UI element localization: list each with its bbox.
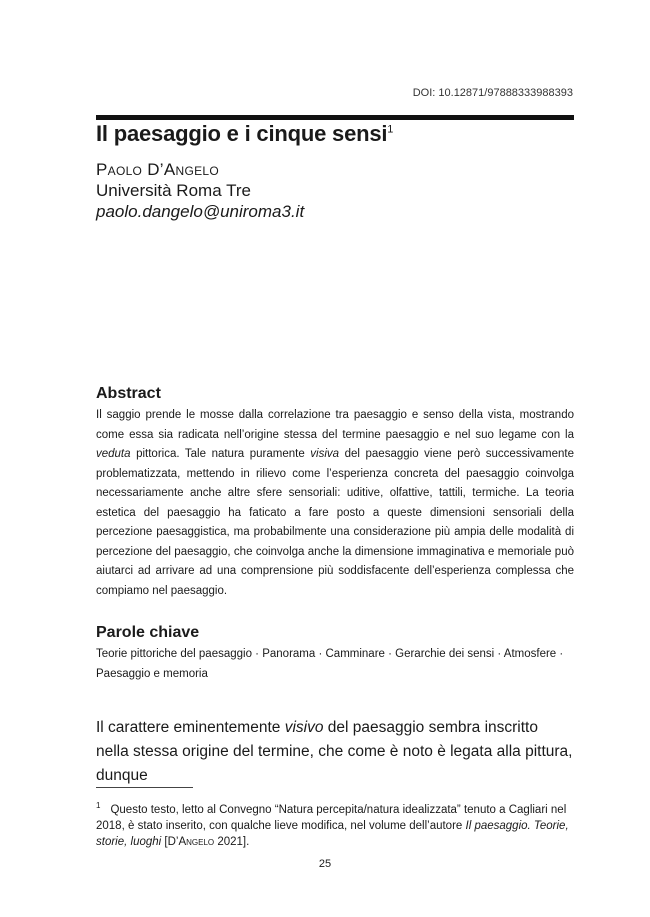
doi-label: DOI: 10.12871/97888333988393 — [412, 87, 573, 99]
page-number: 25 — [318, 858, 332, 870]
title-rule — [96, 115, 574, 120]
footnote-rule — [96, 787, 193, 788]
footnote: $^1$ Questo testo, letto al Convegno “Natura percepita/natura idealizzata” tenuto a Cagliari nel 2018, è stato inserito, con qualche lieve modifica, nel volume dell’autore Il paesaggio. Teorie, storie, luoghi [D’Angelo 2021]. — [96, 801, 569, 848]
keywords-text: Teorie pittoriche del paesaggio · Panorama · Camminare · Gerarchie dei sensi · Atmosfere · Paesaggio e memoria — [96, 648, 564, 680]
title-footnote-mark[interactable]: 1 — [387, 123, 394, 136]
author-block — [96, 159, 304, 222]
keywords-heading: Parole chiave — [96, 624, 200, 641]
abstract-heading: Abstract — [96, 385, 161, 402]
abstract-text: Il saggio prende le mosse dalla correlazione tra paesaggio e senso della vista, mostrando come essa sia radicata nell’origine stessa del termine paesaggio e nel suo legame con la veduta pittorica. Tale natura puramente visiva del paesaggio viene però successivamente problematizzata, mettendo in rilievo come l’esperienza concreta del paesaggio coinvolga necessariamente anche altre sfere sensoriali: uditive, olfattive, tattili, termiche. La teoria estetica del paesaggio ha faticato a fare posto a queste dimensioni sensoriali della percezione paesaggistica, ma probabilmente una considerazione più ampia delle modalità di percezione del paesaggio, che coinvolga anche la dimensione immaginativa e memoriale può aiutarci ad arrivare ad una comprensione più soddisfacente dell’esperienza complessa che compiamo nel paesaggio. — [96, 409, 574, 597]
article-title: Il paesaggio e i cinque sensi$^1$ — [96, 121, 394, 146]
footnote-mark: 1 — [96, 801, 101, 810]
author-email[interactable]: paolo.dangelo@uniroma3.it — [96, 202, 305, 221]
author-affiliation: Università Roma Tre — [96, 181, 251, 200]
body-paragraph: Il carattere eminentemente visivo del paesaggio sembra inscritto nella stessa origine del termine, che come è noto è legata alla pittura, dunque — [96, 719, 573, 784]
author-name: Paolo D’Angelo — [96, 160, 220, 179]
